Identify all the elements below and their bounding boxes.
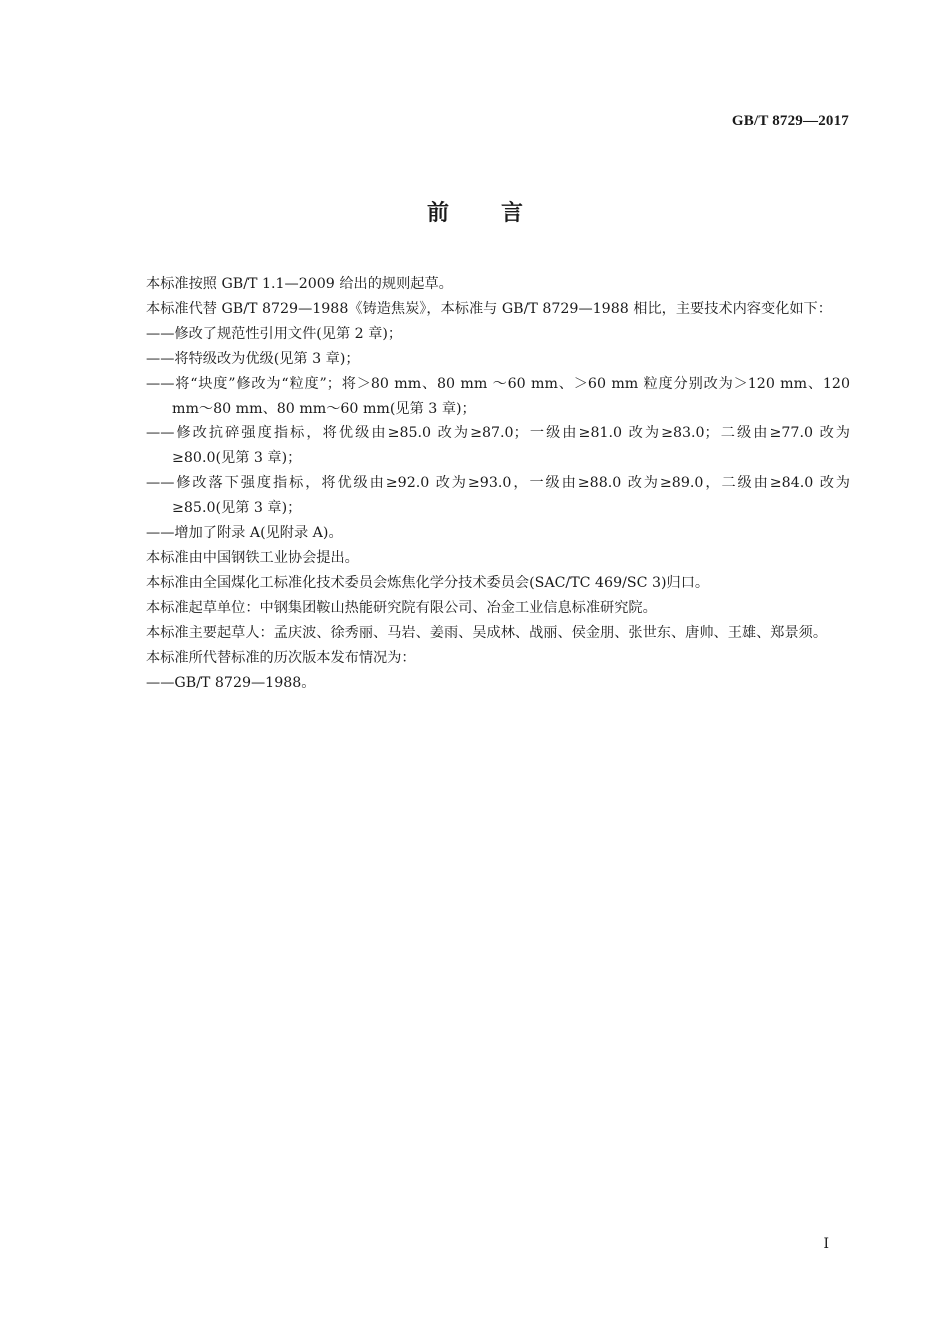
foreword-body <box>116 272 850 695</box>
change-item: ——将“块度”修改为“粒度”；将＞80 mm、80 mm ～60 mm、＞60 mm 粒度分别改为＞120 mm、120 mm～80 mm、80 mm～60 mm(见第 3 章)； <box>146 375 850 417</box>
page-number: Ⅰ <box>823 1237 829 1252</box>
paragraph-drafting-rules: 本标准按照 GB/T 1.1—2009 给出的规则起草。 <box>146 276 453 292</box>
change-item: ——将特级改为优级(见第 3 章)； <box>146 350 360 367</box>
paragraph-technical-committee: 本标准由全国煤化工标准化技术委员会炼焦化学分技术委员会(SAC/TC 469/SC 3)归口。 <box>146 574 710 591</box>
change-item: ——修改了规范性引用文件(见第 2 章)； <box>146 325 403 342</box>
standard-code: GB/T 8729—2017 <box>731 113 849 129</box>
page-title: 前言 <box>426 201 575 226</box>
previous-version-item: ——GB/T 8729—1988。 <box>146 674 316 691</box>
change-item: ——增加了附录 A(见附录 A)。 <box>146 525 343 542</box>
change-item: ——修改抗碎强度指标，将优级由≥85.0 改为≥87.0；一级由≥81.0 改为≥83.0；二级由≥77.0 改为≥80.0(见第 3 章)； <box>146 425 850 467</box>
paragraph-replacement: 本标准代替 GB/T 8729—1988《铸造焦炭》，本标准与 GB/T 8729—1988 相比，主要技术内容变化如下： <box>146 300 832 317</box>
change-item: ——修改落下强度指标，将优级由≥92.0 改为≥93.0，一级由≥88.0 改为≥89.0，二级由≥84.0 改为≥85.0(见第 3 章)； <box>146 475 850 517</box>
paragraph-proposer: 本标准由中国钢铁工业协会提出。 <box>146 549 359 566</box>
paragraph-drafters: 本标准主要起草人：孟庆波、徐秀丽、马岩、姜雨、吴成林、战丽、侯金朋、张世东、唐帅、王雄、郑景须。 <box>146 624 828 641</box>
paragraph-version-history: 本标准所代替标准的历次版本发布情况为： <box>146 649 416 666</box>
paragraph-drafting-units: 本标准起草单位：中钢集团鞍山热能研究院有限公司、冶金工业信息标准研究院。 <box>146 599 657 616</box>
